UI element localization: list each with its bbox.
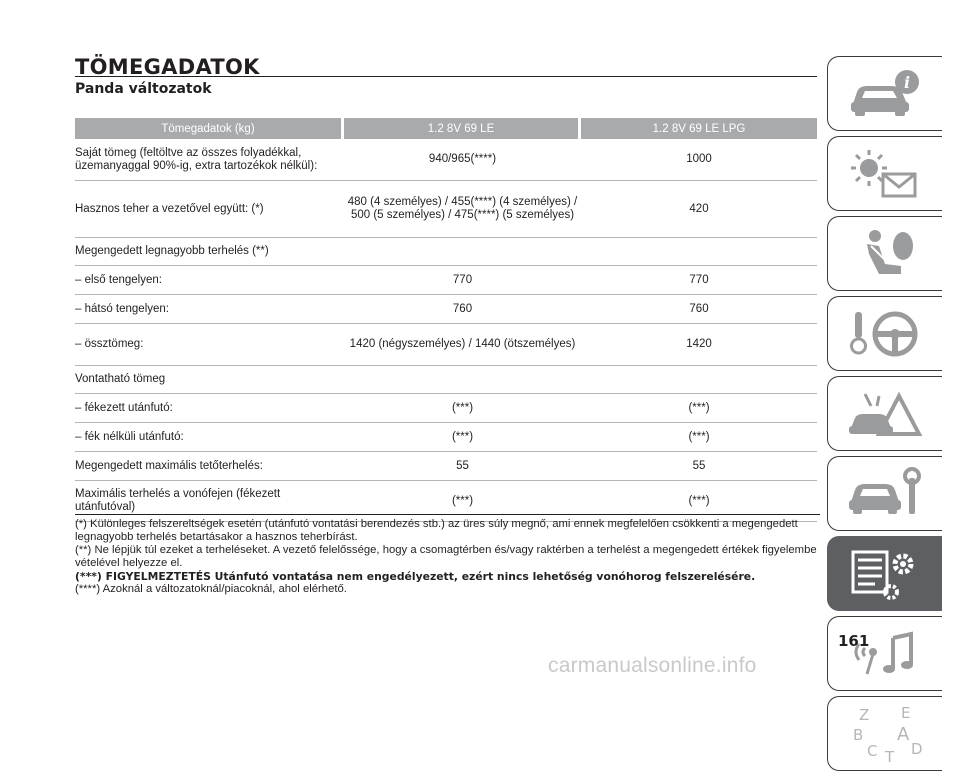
technical-data-icon bbox=[845, 544, 925, 604]
table-row bbox=[75, 295, 817, 324]
index-letter: C bbox=[867, 741, 878, 760]
tab-emergency[interactable] bbox=[827, 376, 942, 451]
table-row bbox=[75, 394, 817, 423]
header-variant-lpg: 1.2 8V 69 LE LPG bbox=[581, 118, 817, 139]
row-label: – fék nélküli utánfutó: bbox=[75, 430, 184, 443]
table-row bbox=[75, 139, 817, 181]
table-row bbox=[75, 423, 817, 452]
table-header bbox=[75, 118, 817, 139]
value-petrol: 480 (4 személyes) / 455(****) (4 személyes) / 500 (5 személyes) / 475(****) (5 személyes) bbox=[347, 196, 578, 221]
row-label: Maximális terhelés a vonófejen (fékezett utánfutóval) bbox=[75, 488, 281, 513]
table-row bbox=[75, 452, 817, 481]
steering-key-icon bbox=[845, 304, 925, 364]
value-petrol: (***) bbox=[451, 494, 474, 507]
emergency-icon bbox=[845, 384, 925, 444]
car-maintenance-icon bbox=[845, 464, 925, 524]
row-label: Megengedett maximális tetőterhelés: bbox=[75, 459, 263, 472]
footnote-1: (*) Különleges felszereltségek esetén (utánfutó vontatási berendezés stb.) az üres súly megnő, ami ennek megfelelően csökkenti a megengedett legnagyobb terhelés betartásakor a hasznos teherbírást. bbox=[75, 518, 798, 543]
tab-technical-data[interactable] bbox=[827, 536, 942, 611]
page-number: 161 bbox=[838, 632, 870, 650]
tab-multimedia[interactable] bbox=[827, 616, 942, 691]
footnotes bbox=[75, 514, 820, 596]
row-label: Megengedett legnagyobb terhelés (**) bbox=[75, 245, 269, 257]
index-letter: A bbox=[897, 723, 910, 745]
tab-car-maintenance[interactable] bbox=[827, 456, 942, 531]
weight-data-table bbox=[75, 118, 817, 522]
table-row bbox=[75, 238, 817, 266]
footnote-3-warning: (***) FIGYELMEZTETÉS Utánfutó vontatása nem engedélyezett, ezért nincs lehetőség vonóhorog felszerelésére. bbox=[75, 570, 756, 583]
tab-alphabetical-index[interactable] bbox=[827, 696, 942, 771]
footnote-2: (**) Ne lépjük túl ezeket a terheléseket. A vezető felelőssége, hogy a csomagtérben és/vagy raktérben a terhelést a megengedett értékek figyelembe vételével helyezze el. bbox=[75, 544, 817, 569]
value-petrol: 940/965(****) bbox=[428, 153, 497, 165]
row-label: – fékezett utánfutó: bbox=[75, 401, 173, 414]
svg-text:i: i bbox=[903, 72, 911, 92]
footnote-4: (****) Azoknál a változatoknál/piacoknál, ahol elérhető. bbox=[75, 583, 347, 595]
section-subtitle: Panda változatok bbox=[75, 81, 212, 97]
value-petrol: (***) bbox=[451, 401, 474, 414]
warning-lights-icon bbox=[845, 144, 925, 204]
tab-warning-lights[interactable] bbox=[827, 136, 942, 211]
value-lpg: 55 bbox=[692, 459, 706, 472]
row-label: – össztömeg: bbox=[75, 338, 144, 350]
table-row bbox=[75, 266, 817, 295]
page-title: TÖMEGADATOK bbox=[75, 55, 260, 79]
row-label: – első tengelyen: bbox=[75, 273, 162, 286]
value-lpg: 1000 bbox=[686, 153, 712, 165]
tab-steering-key[interactable] bbox=[827, 296, 942, 371]
index-letter: E bbox=[901, 703, 911, 722]
index-letter: T bbox=[885, 747, 895, 764]
table-body bbox=[75, 139, 817, 522]
value-petrol: 770 bbox=[452, 273, 473, 286]
index-letter: D bbox=[911, 739, 923, 758]
value-petrol: 760 bbox=[452, 302, 473, 315]
table-row bbox=[75, 324, 817, 366]
row-label: Hasznos teher a vezetővel együtt: (*) bbox=[75, 202, 264, 215]
value-lpg: (***) bbox=[688, 494, 710, 507]
header-variant-petrol: 1.2 8V 69 LE bbox=[344, 118, 578, 139]
chapter-tabs bbox=[827, 56, 942, 776]
row-label: Vontatható tömeg bbox=[75, 373, 166, 385]
value-lpg: 770 bbox=[689, 273, 709, 286]
value-lpg: (***) bbox=[688, 401, 710, 414]
table-row bbox=[75, 366, 817, 394]
value-lpg: 1420 bbox=[686, 338, 712, 350]
alphabetical-index-icon bbox=[845, 704, 925, 764]
index-letter: B bbox=[853, 725, 864, 744]
table-row bbox=[75, 181, 817, 238]
value-lpg: (***) bbox=[688, 430, 710, 443]
value-lpg: 420 bbox=[689, 202, 709, 215]
row-label: – hátsó tengelyen: bbox=[75, 302, 169, 315]
car-info-icon bbox=[845, 64, 925, 124]
value-lpg: 760 bbox=[689, 302, 709, 315]
row-label: Saját tömeg (feltöltve az összes folyadékkal, üzemanyaggal 90%-ig, extra tartozékok nélkül): bbox=[75, 146, 318, 172]
value-petrol: 1420 (négyszemélyes) / 1440 (ötszemélyes) bbox=[349, 338, 576, 350]
airbag-seat-icon bbox=[845, 224, 925, 284]
header-weights: Tömegadatok (kg) bbox=[75, 118, 341, 139]
index-letter: Z bbox=[859, 705, 870, 724]
watermark: carmanualsonline.info bbox=[548, 654, 757, 677]
value-petrol: 55 bbox=[456, 459, 469, 472]
title-divider bbox=[75, 76, 817, 77]
tab-airbag-seat[interactable] bbox=[827, 216, 942, 291]
value-petrol: (***) bbox=[451, 430, 474, 443]
tab-car-info[interactable] bbox=[827, 56, 942, 131]
